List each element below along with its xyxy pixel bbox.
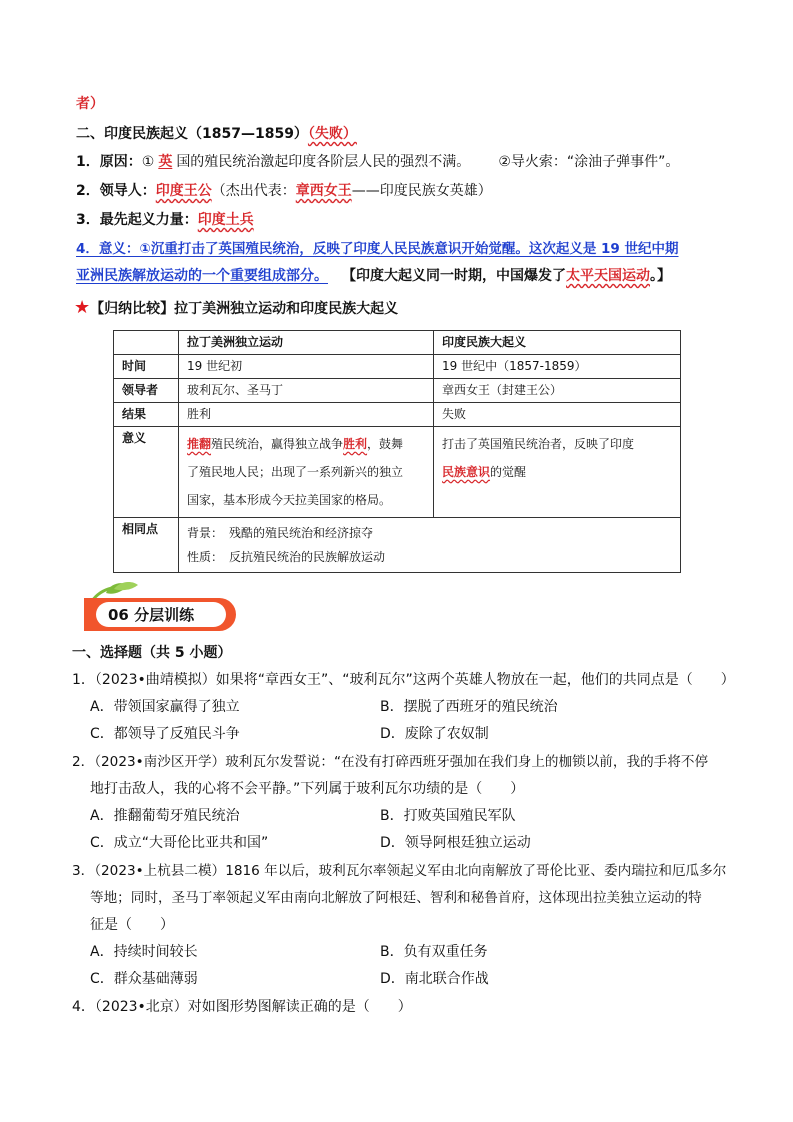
significance-extra-pre: 【印度大起义同一时期，中国爆发了 <box>342 268 566 284</box>
row-label-time: 时间 <box>114 355 179 379</box>
section-title-text: 二、印度民族起义（1857—1859） <box>76 126 308 142</box>
q1-stem: 1．（2023•曲靖模拟）如果将“章西女王”、“玻利瓦尔”这两个英雄人物放在一起，他们的共同点是（ ） <box>72 672 735 688</box>
leader-mid: （杰出代表： <box>211 183 296 199</box>
table-row <box>114 403 681 427</box>
meaning-latin-line2: 了殖民地人民；出现了一系列新兴的独立 <box>187 465 404 479</box>
cause-rest: 国的殖民统治激起印度各阶层人民的强烈不满。 <box>176 154 471 170</box>
significance-line2-text: 亚洲民族解放运动的一个重要组成部分。 <box>76 268 328 284</box>
section-title <box>76 125 357 143</box>
cell-meaning-india <box>434 427 681 518</box>
cell-same <box>179 518 681 573</box>
cause-word: 英 <box>158 154 173 170</box>
compare-title-text: 【归纳比较】拉丁美洲独立运动和印度民族大起义 <box>90 301 399 317</box>
cause-label: 1．原因： <box>76 154 142 170</box>
significance-extra-hl: 太平天国运动 <box>566 268 650 284</box>
force-label: 3．最先起义力量： <box>76 212 198 228</box>
force-line <box>76 211 254 229</box>
significance-line2 <box>76 267 671 285</box>
q3-option-b[interactable]: B．负有双重任务 <box>380 944 488 960</box>
leader-line <box>76 182 492 200</box>
table-row <box>114 518 681 573</box>
same-nature: 性质： 反抗殖民统治的民族解放运动 <box>187 550 386 564</box>
cell-time-latin: 19 世纪初 <box>179 355 434 379</box>
q1-option-b[interactable]: B．摆脱了西班牙的殖民统治 <box>380 699 558 715</box>
compare-title <box>74 298 398 319</box>
cell-time-india: 19 世纪中（1857-1859） <box>434 355 681 379</box>
row-label-meaning: 意义 <box>114 427 179 518</box>
meaning-india-line1: 打击了英国殖民统治者，反映了印度 <box>442 437 635 451</box>
force-name: 印度土兵 <box>197 212 254 228</box>
q4-stem: 4．（2023•北京）对如图形势图解读正确的是（ ） <box>72 999 412 1015</box>
q3-stem-line2: 等地；同时，圣马丁率领起义军由南向北解放了阿根廷、智利和秘鲁首府，这体现出拉美独立运动的特 <box>90 890 702 906</box>
leader-tail: ——印度民族女英雄） <box>351 183 492 199</box>
meaning-india-line2 <box>442 458 672 486</box>
meaning-latin-p1: 殖民统治，赢得独立战争 <box>211 437 344 451</box>
continued-fragment: 者） <box>76 96 104 112</box>
table-row <box>114 427 681 518</box>
same-background: 背景： 残酷的殖民统治和经济掠夺 <box>187 526 374 540</box>
row-label-same: 相同点 <box>114 518 179 573</box>
exercise-section-title: 一、选择题（共 5 小题） <box>72 645 232 661</box>
q2-stem-line2: 地打击敌人，我的心将不会平静。”下列属于玻利瓦尔功绩的是（ ） <box>90 781 525 797</box>
section-banner <box>72 598 236 631</box>
meaning-india-hl: 民族意识 <box>442 465 491 479</box>
table-row <box>114 331 681 355</box>
meaning-latin-line3: 国家，基本形成今天拉美国家的格局。 <box>187 493 392 507</box>
row-label-result: 结果 <box>114 403 179 427</box>
q2-option-c[interactable]: C．成立“大哥伦比亚共和国” <box>90 835 269 851</box>
meaning-latin-hl2: 胜利 <box>343 437 368 451</box>
q2-option-b[interactable]: B．打败英国殖民军队 <box>380 808 516 824</box>
cell-meaning-latin <box>179 427 434 518</box>
cause-fuse: ②导火索：“涂油子弹事件”。 <box>498 154 680 170</box>
meaning-latin-line1 <box>187 430 425 458</box>
q1-option-c[interactable]: C．都领导了反殖民斗争 <box>90 726 240 742</box>
compare-table <box>113 330 681 573</box>
cause-num: ① <box>141 154 155 170</box>
table-header-latin: 拉丁美洲独立运动 <box>179 331 434 355</box>
section-title-fail: （失败） <box>307 126 357 142</box>
q3-stem-line3: 征是（ ） <box>90 917 174 933</box>
q3-stem-line1: 3．（2023•上杭县二模）1816 年以后，玻利瓦尔率领起义军由北向南解放了哥伦比亚、委内瑞拉和厄瓜多尔 <box>72 863 727 879</box>
cell-leader-india: 章西女王（封建王公） <box>434 379 681 403</box>
cause-line <box>76 153 679 171</box>
q3-option-a[interactable]: A．持续时间较长 <box>90 944 198 960</box>
leader-name: 印度王公 <box>155 183 212 199</box>
q2-option-d[interactable]: D．领导阿根廷独立运动 <box>380 835 531 851</box>
banner-title: 06 分层训练 <box>108 606 195 624</box>
table-row <box>114 379 681 403</box>
q1-option-d[interactable]: D．废除了农奴制 <box>380 726 489 742</box>
table-header-india: 印度民族大起义 <box>434 331 681 355</box>
table-header-empty <box>114 331 179 355</box>
q3-option-c[interactable]: C．群众基础薄弱 <box>90 971 198 987</box>
meaning-india-tail: 的觉醒 <box>490 465 527 479</box>
significance-extra-post: 。】 <box>650 268 671 284</box>
leader-label: 2．领导人： <box>76 183 156 199</box>
cell-leader-latin: 玻利瓦尔、圣马丁 <box>179 379 434 403</box>
leader-hero: 章西女王 <box>295 183 352 199</box>
q2-stem-line1: 2．（2023•南沙区开学）玻利瓦尔发誓说：“在没有打碎西班牙强加在我们身上的枷锁以前，我的手将不停 <box>72 754 709 770</box>
cell-result-latin: 胜利 <box>179 403 434 427</box>
star-icon: ★ <box>74 297 91 318</box>
q1-option-a[interactable]: A．带领国家赢得了独立 <box>90 699 240 715</box>
table-row <box>114 355 681 379</box>
meaning-latin-hl1: 推翻 <box>187 437 212 451</box>
q2-option-a[interactable]: A．推翻葡萄牙殖民统治 <box>90 808 240 824</box>
cell-result-india: 失败 <box>434 403 681 427</box>
q3-option-d[interactable]: D．南北联合作战 <box>380 971 489 987</box>
meaning-latin-p2: ，鼓舞 <box>367 437 404 451</box>
row-label-leader: 领导者 <box>114 379 179 403</box>
significance-line1: 4．意义：①沉重打击了英国殖民统治，反映了印度人民民族意识开始觉醒。这次起义是 19 世纪中期 <box>76 241 679 257</box>
